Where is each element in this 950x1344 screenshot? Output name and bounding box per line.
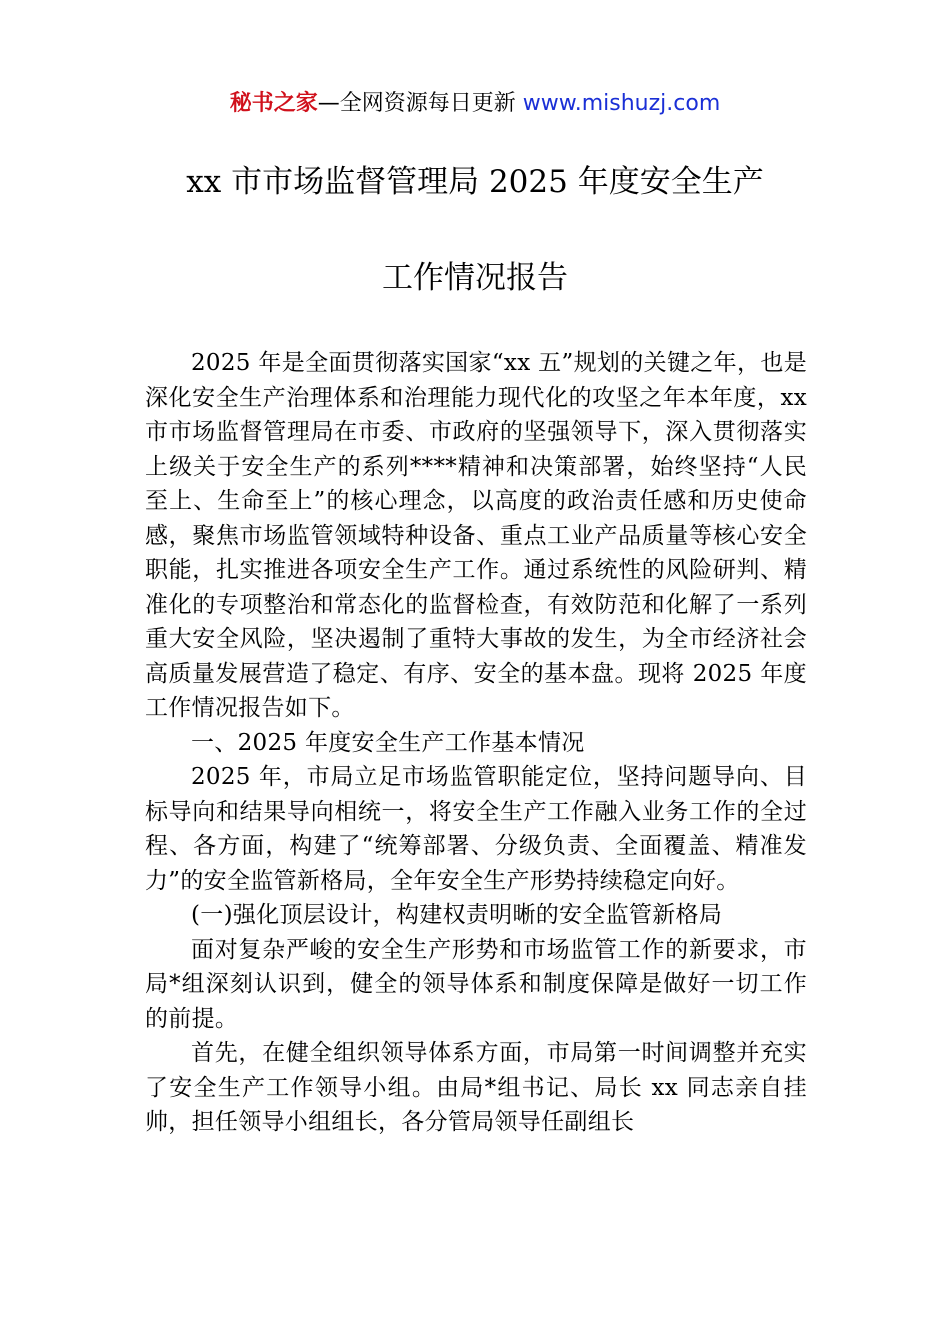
paragraph-intro: 2025 年是全面贯彻落实国家“xx 五”规划的关键之年，也是深化安全生产治理体系和治理能力现代化的攻坚之年本年度，xx 市市场监督管理局在市委、市政府的坚强领导下，深入贯彻落实上级关于安全生产的系列****精神和决策部署，始终坚持“人民至上、生命至上”的核心理念，以高度的政治责任感和历史使命感，聚焦市场监管领域特种设备、重点工业产品质量等核心安全职能，扎实推进各项安全生产工作。通过系统性的风险研判、精准化的专项整治和常态化的监督检查，有效防范和化解了一系列重大安全风险，坚决遏制了重特大事故的发生，为全市经济社会高质量发展营造了稳定、有序、安全的基本盘。现将 2025 年度工作情况报告如下。 <box>145 350 807 721</box>
document-title-line-2: 工作情况报告 <box>382 260 568 296</box>
banner-brand: 秘书之家 <box>229 91 318 116</box>
site-banner <box>0 88 950 120</box>
subsection-heading-1: (一)强化顶层设计，构建权责明晰的安全监管新格局 <box>191 902 723 928</box>
document-title-line-1: xx 市市场监督管理局 2025 年度安全生产 <box>186 164 764 200</box>
paragraph-context: 面对复杂严峻的安全生产形势和市场监管工作的新要求，市局*组深刻认识到，健全的领导体系和制度保障是做好一切工作的前提。 <box>145 936 807 1032</box>
section-heading-1: 一、2025 年度安全生产工作基本情况 <box>191 729 585 756</box>
banner-url-link[interactable]: www.mishuzj.com <box>522 91 721 116</box>
paragraph-first-measure: 首先，在健全组织领导体系方面，市局第一时间调整并充实了安全生产工作领导小组。由局*组书记、局长 xx 同志亲自挂帅，担任领导小组组长，各分管局领导任副组长 <box>145 1040 807 1135</box>
paragraph-overview: 2025 年，市局立足市场监管职能定位，坚持问题导向、目标导向和结果导向相统一，将安全生产工作融入业务工作的全过程、各方面，构建了“统筹部署、分级负责、全面覆盖、精准发力”的安全监管新格局，全年安全生产形势持续稳定向好。 <box>145 764 807 894</box>
document-body <box>145 346 807 1140</box>
banner-slogan: —全网资源每日更新 <box>317 91 523 116</box>
